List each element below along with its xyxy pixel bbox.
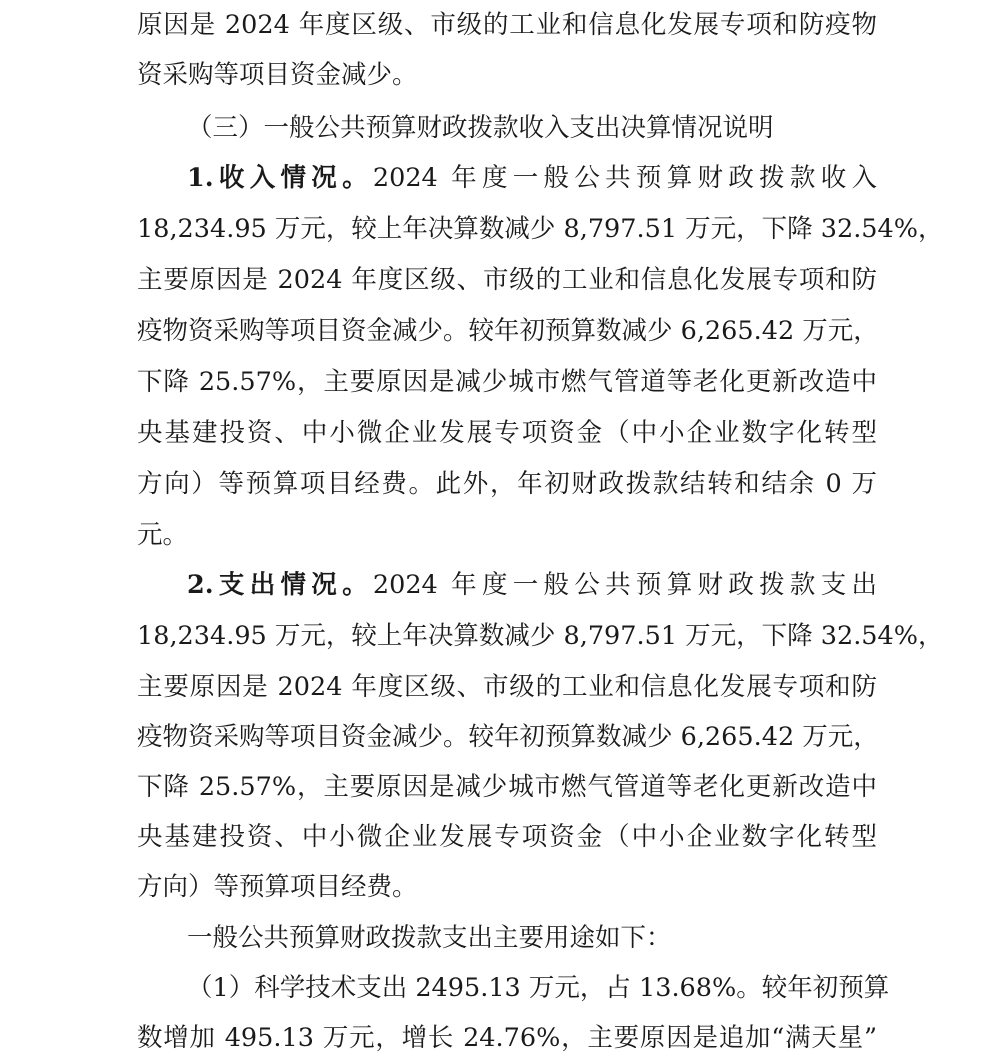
paragraph-line: 疫物资采购等项目资金减少。较年初预算数减少 6,265.42 万元，: [137, 722, 879, 752]
paragraph-line: 央基建投资、中小微企业发展专项资金（中小企业数字化转型: [137, 822, 877, 852]
paragraph-line: 主要原因是 2024 年度区级、市级的工业和信息化发展专项和防: [137, 672, 877, 702]
paragraph-line: 方向）等预算项目经费。此外，年初财政拨款结转和结余 0 万: [137, 469, 877, 499]
income-text: 2024 年度一般公共预算财政拨款收入: [372, 163, 877, 193]
paragraph-line: 疫物资采购等项目资金减少。较年初预算数减少 6,265.42 万元，: [137, 316, 879, 346]
section-heading: （三）一般公共预算财政拨款收入支出决算情况说明: [187, 113, 774, 143]
paragraph-line: 主要原因是 2024 年度区级、市级的工业和信息化发展专项和防: [137, 265, 877, 295]
expense-number: 2.: [187, 570, 214, 600]
paragraph-line: 方向）等预算项目经费。: [137, 872, 418, 902]
paragraph-line: 一般公共预算财政拨款支出主要用途如下：: [187, 923, 672, 953]
paragraph-line: [187, 159, 877, 197]
paragraph-line: 资采购等项目资金减少。: [137, 60, 418, 90]
paragraph-line: [187, 566, 877, 604]
paragraph-line: 原因是 2024 年度区级、市级的工业和信息化发展专项和防疫物: [137, 10, 877, 40]
expense-subheading: 支出情况。: [213, 570, 373, 600]
paragraph-line: 下降 25.57%，主要原因是减少城市燃气管道等老化更新改造中: [137, 367, 877, 397]
paragraph-line: 数增加 495.13 万元，增长 24.76%，主要原因是追加“满天星”: [137, 1023, 877, 1053]
paragraph-line: 下降 25.57%，主要原因是减少城市燃气管道等老化更新改造中: [137, 772, 877, 802]
paragraph-line: 18,234.95 万元，较上年决算数减少 8,797.51 万元，下降 32.54%，: [137, 621, 944, 651]
paragraph-line: 元。: [137, 520, 189, 550]
paragraph-line: （1）科学技术支出 2495.13 万元，占 13.68%。较年初预算: [187, 973, 890, 1003]
income-number: 1.: [187, 163, 214, 193]
paragraph-line: 央基建投资、中小微企业发展专项资金（中小企业数字化转型: [137, 418, 877, 448]
paragraph-line: 18,234.95 万元，较上年决算数减少 8,797.51 万元，下降 32.54%，: [137, 214, 944, 244]
income-subheading: 收入情况。: [213, 163, 373, 193]
expense-text: 2024 年度一般公共预算财政拨款支出: [372, 570, 877, 600]
